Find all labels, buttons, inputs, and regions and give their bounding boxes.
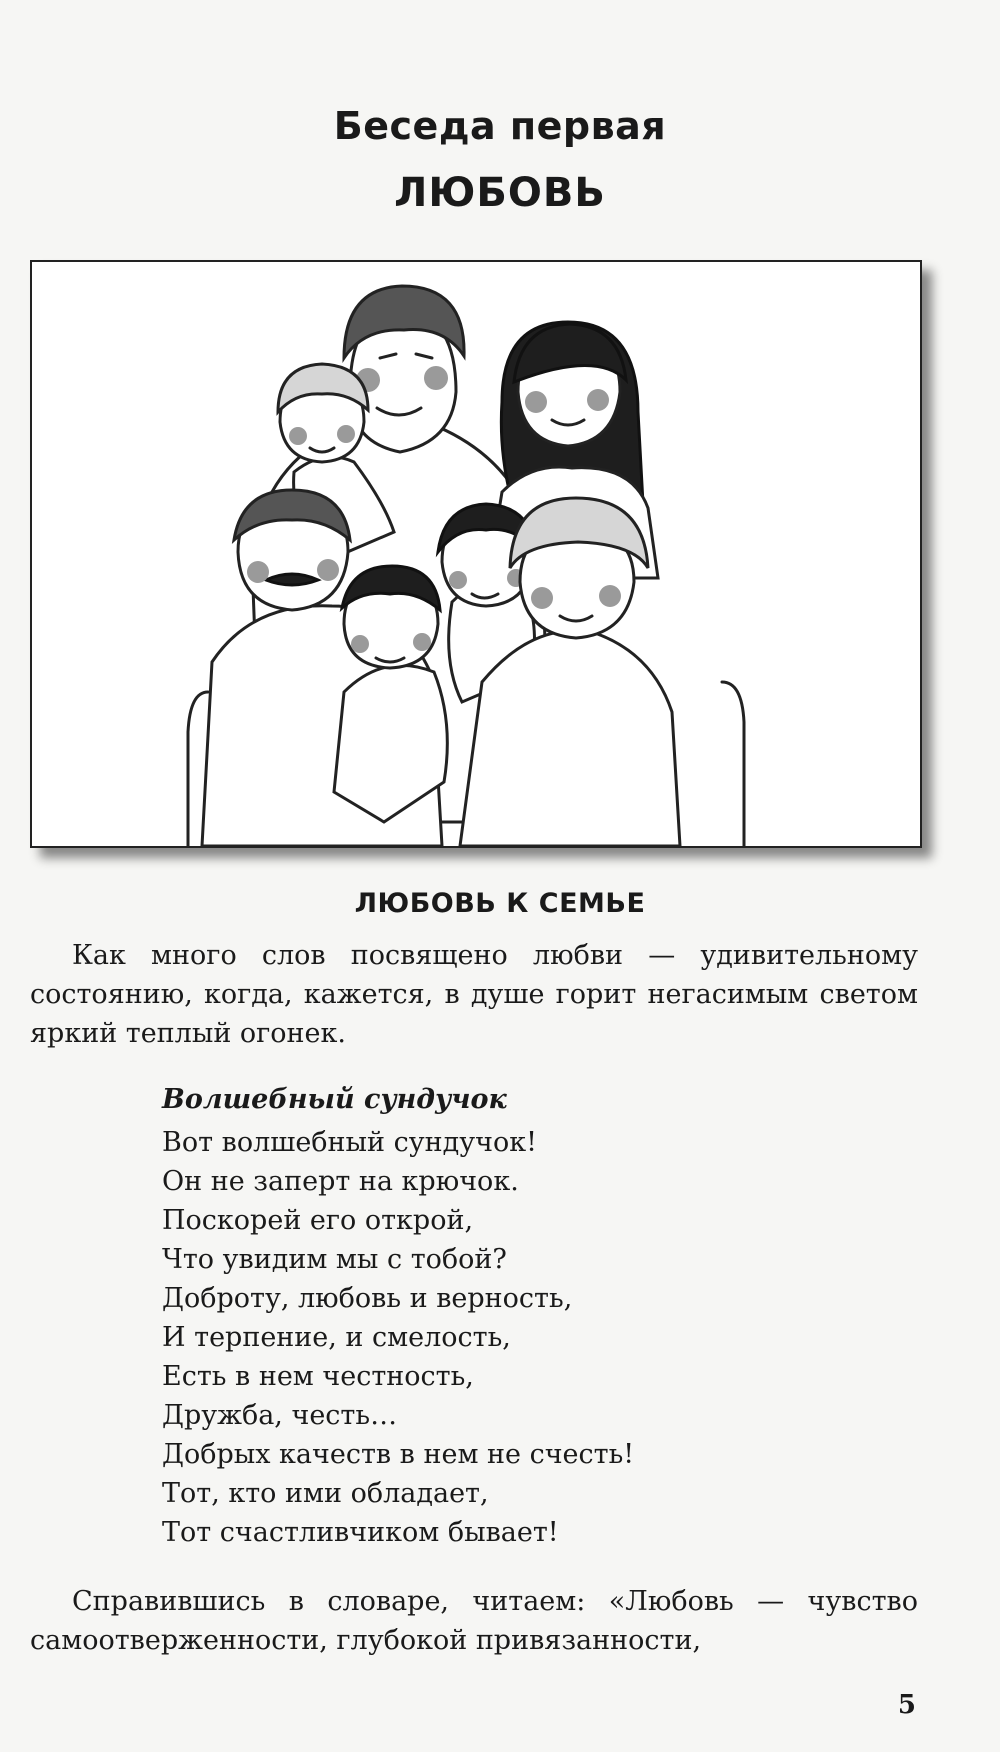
poem-line: Доброту, любовь и верность, (162, 1283, 573, 1314)
poem-line: Вот волшебный сундучок! (162, 1127, 537, 1158)
poem-title: Волшебный сундучок (162, 1084, 507, 1115)
poem-line: Тот, кто ими обладает, (162, 1478, 489, 1509)
poem-line: Что увидим мы с тобой? (162, 1244, 507, 1275)
poem-line: Он не заперт на крючок. (162, 1166, 519, 1197)
section-heading: ЛЮБОВЬ К СЕМЬЕ (354, 888, 646, 919)
family-portrait-illustration (32, 262, 920, 846)
poem-line: И терпение, и смелость, (162, 1322, 511, 1353)
poem-line: Тот счастливчиком бывает! (162, 1517, 559, 1548)
poem (162, 1080, 634, 1552)
poem-line: Есть в нем честность, (162, 1361, 474, 1392)
chapter-title: ЛЮБОВЬ (394, 170, 606, 216)
family-illustration (30, 260, 922, 848)
right-chair (722, 682, 744, 846)
page-number: 5 (897, 1690, 916, 1720)
grandson-figure (334, 566, 447, 822)
poem-line: Дружба, честь… (162, 1400, 398, 1431)
poem-line: Добрых качеств в нем не счесть! (162, 1439, 635, 1470)
chapter-label: Беседа первая (333, 104, 667, 148)
poem-line: Поскорей его открой, (162, 1205, 474, 1236)
closing-paragraph: Справившись в словаре, читаем: «Любовь — чувство самоотверженности, глубокой привязанности, (30, 1586, 918, 1656)
intro-paragraph: Как много слов посвящено любви — удивительному состоянию, когда, кажется, в душе горит негасимым светом яркий теплый огонек. (30, 940, 918, 1049)
